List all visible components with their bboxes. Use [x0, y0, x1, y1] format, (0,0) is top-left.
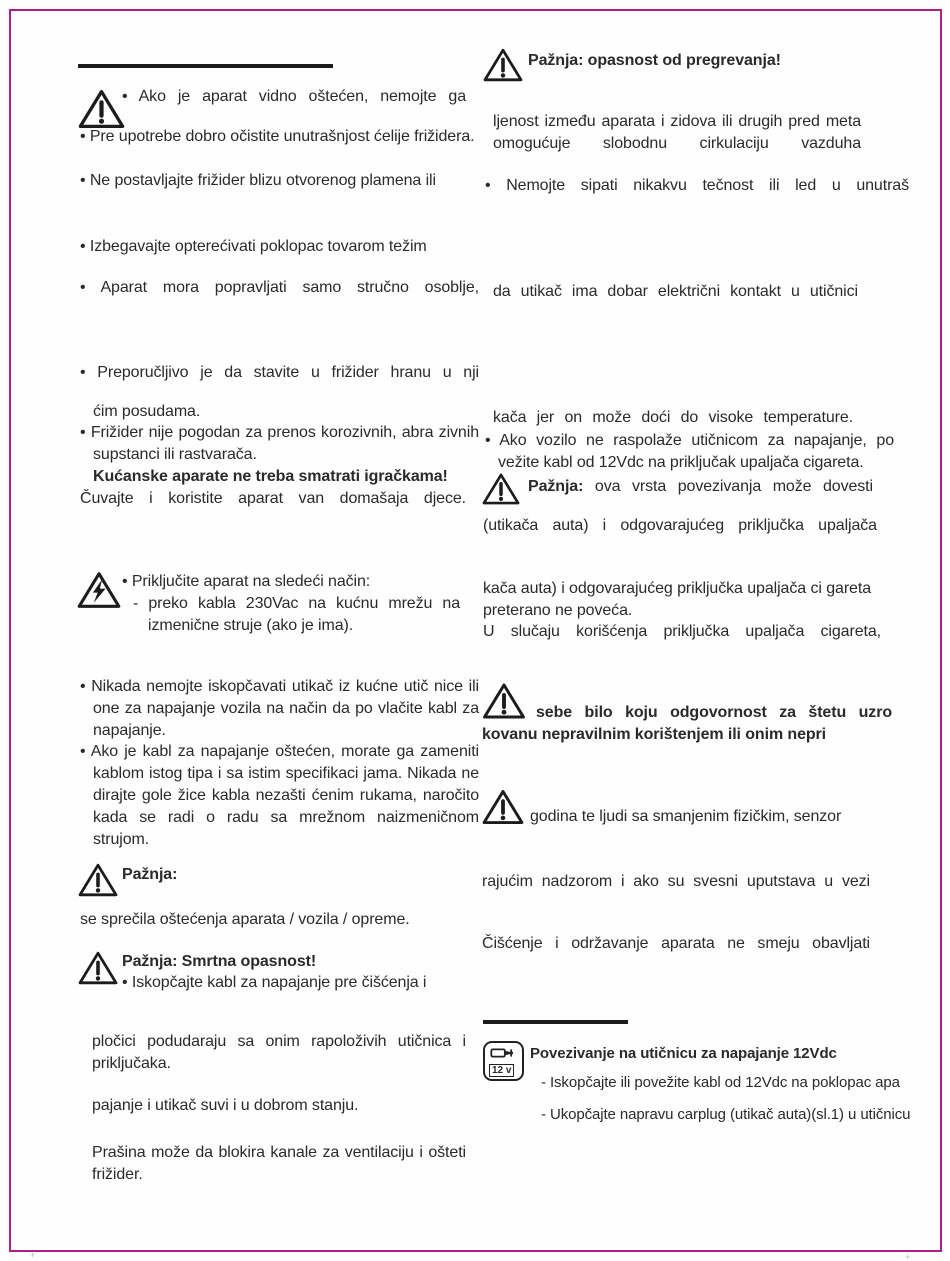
warning-icon: [78, 950, 118, 986]
text-supervision: rajućim nadzorom i ako su svesni uputstava u vezi: [482, 873, 870, 890]
text-lighter-usage: U slučaju korišćenja priključka upaljača cigareta,: [483, 623, 881, 640]
bullet-clean-interior: • Pre upotrebe dobro očistite unutrašnjost ćelije frižidera.: [80, 128, 475, 145]
warning-connection-text: [528, 476, 873, 498]
warning-connection-title: Pažnja:: [528, 478, 584, 495]
warning-title: Pažnja:: [122, 866, 178, 883]
text-electrical-contact: da utikač ima dobar električni kontakt u utičnici: [493, 283, 858, 300]
bullet-damaged-cable: • Ako je kabl za napajanje oštećen, morate ga zameniti kablom istog tipa i sa istim specifikaci jama. Nikada ne dirajte gole žice kabla nezašti ćenim rukama, naročito kada se radi o radu sa mrežnom naizmeničnom strujom.: [80, 743, 479, 848]
heading-12vdc-connection: Povezivanje na utičnicu za napajanje 12Vdc: [530, 1045, 837, 1062]
bullet-lid-load: • Izbegavajte opterećivati poklopac tovarom težim: [80, 238, 427, 255]
crop-mark: +: [905, 1252, 911, 1261]
text-dust-ventilation: Prašina može da blokira kanale za ventilaciju i ošteti frižider.: [92, 1144, 466, 1183]
bullet-food-containers: • Preporučljivo je da stavite u frižider hranu u nji: [80, 364, 479, 381]
text-plug-dry: pajanje i utikač suvi i u dobrom stanju.: [92, 1097, 359, 1114]
step-disconnect-12vdc: - Iskopčajte ili povežite kabl od 12Vdc na poklopac apa: [541, 1074, 900, 1091]
warning-damaged-text: • Ako je aparat vidno oštećen, nemojte ga: [122, 88, 466, 105]
text-responsibility: sebe bilo koju odgovornost za štetu uzro kovanu nepravilnim korištenjem ili onim nepri: [482, 704, 892, 743]
crop-mark: +: [30, 1250, 36, 1260]
text-connect-ac: izmenične struje (ako je ima).: [148, 617, 354, 634]
warning-icon: [482, 788, 524, 826]
text-cleaning-maintenance: Čišćenje i održavanje aparata ne smeju obavljati: [482, 935, 870, 952]
12v-label: 12 v: [489, 1064, 514, 1077]
text-connect-230vac: - preko kabla 230Vac na kućnu mrežu na: [133, 595, 460, 612]
text-food-containers-cont: ćim posudama.: [93, 403, 201, 420]
text-high-temperature: kača jer on može doći do visoke temperature.: [493, 409, 853, 426]
text-wall-distance: ljenost između aparata i zidova ili drugih pred meta omogućuje slobodnu cirkulaciju vazduha: [493, 113, 861, 152]
warning-icon: [78, 862, 118, 898]
section-divider: [483, 1020, 628, 1024]
section-divider: [78, 64, 333, 68]
text-prevent-damage: se sprečila oštećenja aparata / vozila / opreme.: [80, 911, 410, 928]
12v-socket-icon: [483, 1041, 524, 1081]
bullet-open-flame: • Ne postavljajte frižider blizu otvorenog plamena ili: [80, 172, 436, 189]
bullet-never-pull-plug: • Nikada nemojte iskopčavati utikač iz kućne utič nice ili one za napajanje vozila na način da po vlačite kabl za napajanje.: [80, 678, 479, 739]
bullet-no-liquid: • Nemojte sipati nikakvu tečnost ili led u unutraš: [485, 177, 909, 194]
warning-mortal-danger-title: Pažnja: Smrtna opasnost!: [122, 953, 317, 970]
bullet-repair-staff: • Aparat mora popravljati samo stručno osoblje,: [80, 279, 479, 296]
text-plate-match: pločici podudaraju sa onim rapoloživih utičnica i priključaka.: [92, 1033, 466, 1072]
text-lighter-socket: kača auta) i odgovarajućeg priključka upaljača ci gareta preterano ne poveća.: [483, 580, 871, 619]
text-keep-from-children: Čuvajte i koristite aparat van domašaja djece.: [80, 490, 466, 507]
high-voltage-icon: [77, 570, 121, 610]
warning-icon: [483, 46, 523, 84]
text-car-plug: (utikača auta) i odgovarajućeg priključka upaljača: [483, 517, 877, 534]
text-reduced-abilities: godina te ljudi sa smanjenim fizičkim, senzor: [530, 808, 842, 825]
warning-icon: [78, 88, 125, 130]
bullet-12vdc-lighter: • Ako vozilo ne raspolaže utičnicom za napajanje, po vežite kabl od 12Vdc na priključak upaljača cigareta.: [485, 432, 894, 471]
text-not-toys: Kućanske aparate ne treba smatrati igračkama!: [93, 468, 448, 485]
warning-overheat-title: Pažnja: opasnost od pregrevanja!: [528, 52, 781, 69]
warning-connection-rest: ova vrsta povezivanja može dovesti: [583, 478, 873, 495]
text-unplug-before-cleaning: • Iskopčajte kabl za napajanje pre čišćenja i: [122, 974, 427, 991]
warning-icon: [482, 472, 520, 506]
text-connect-way: • Priključite aparat na sledeći način:: [122, 573, 371, 590]
bullet-corrosive: • Frižider nije pogodan za prenos korozivnih, abra zivnih supstanci ili rastvarača.: [80, 424, 479, 463]
step-plug-carplug: - Ukopčajte napravu carplug (utikač auta)(sl.1) u utičnicu: [541, 1106, 911, 1123]
